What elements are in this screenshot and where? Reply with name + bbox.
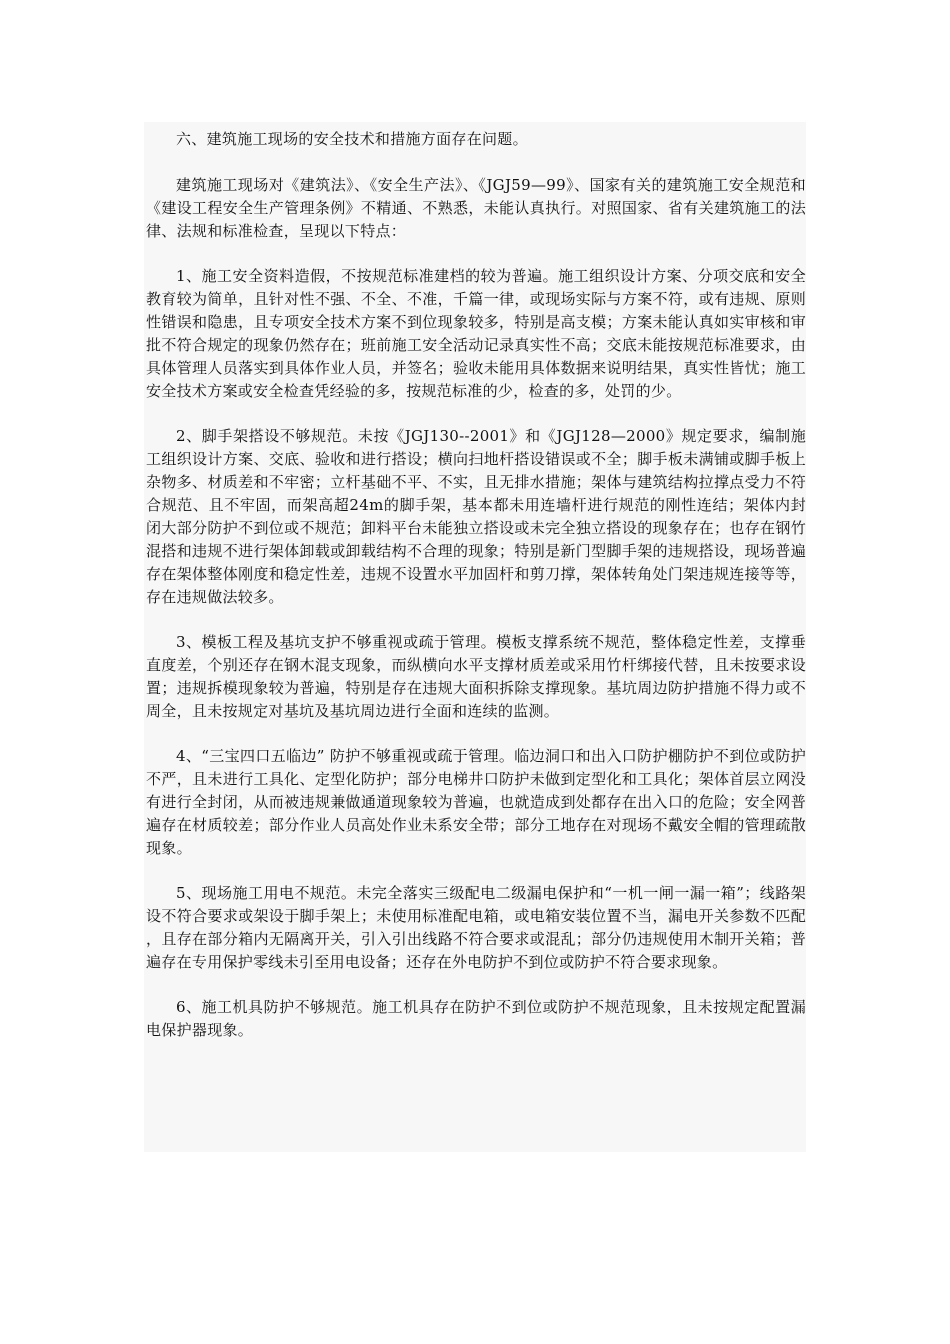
paragraph-item-1: 1、施工安全资料造假，不按规范标准建档的较为普遍。施工组织设计方案、分项交底和安全教育较为简单，且针对性不强、不全、不准，千篇一律，或现场实际与方案不符，或有违规、原则性错误和隐患，且专项安全技术方案不到位现象较多，特别是高支模；方案未能认真如实审核和审批不符合规定的现象仍然存在；班前施工安全活动记录真实性不高；交底未能按规范标准要求，由具体管理人员落实到具体作业人员，并签名；验收未能用具体数据来说明结果，真实性皆忧；施工安全技术方案或安全检查凭经验的多，按规范标准的少，检查的多，处罚的少。 [146, 267, 806, 400]
paragraph-item-2: 2、脚手架搭设不够规范。未按《JGJ130--2001》和《JGJ128—2000》规定要求，编制施工组织设计方案、交底、验收和进行搭设；横向扫地杆搭设错误或不全；脚手板未满铺或脚手板上杂物多、材质差和不牢密；立杆基础不平、不实，且无排水措施；架体与建筑结构拉撑点受力不符合规范、且不牢固，而架高超24m的脚手架，基本都未用连墙杆进行规范的刚性连结；架体内封闭大部分防护不到位或不规范；卸料平台未能独立搭设或未完全独立搭设的现象存在；也存在钢竹混搭和违规不进行架体卸载或卸载结构不合理的现象；特别是新门型脚手架的违规搭设，现场普遍存在架体整体刚度和稳定性差，违规不设置水平加固杆和剪刀撑，架体转角处门架违规连接等等，存在违规做法较多。 [146, 427, 806, 606]
paragraph-intro: 建筑施工现场对《建筑法》、《安全生产法》、《JGJ59—99》、国家有关的建筑施工安全规范和《建设工程安全生产管理条例》不精通、不熟悉，未能认真执行。对照国家、省有关建筑施工的法律、法规和标准检查，呈现以下特点： [146, 176, 806, 240]
document-text-block [144, 122, 806, 1152]
section-heading: 六、建筑施工现场的安全技术和措施方面存在问题。 [176, 130, 528, 148]
paragraph-item-3: 3、模板工程及基坑支护不够重视或疏于管理。模板支撑系统不规范，整体稳定性差，支撑垂直度差，个别还存在钢木混支现象，而纵横向水平支撑材质差或采用竹杆绑接代替，且未按要求设置；违规拆模现象较为普遍，特别是存在违规大面积拆除支撑现象。基坑周边防护措施不得力或不周全，且未按规定对基坑及基坑周边进行全面和连续的监测。 [146, 633, 806, 720]
paragraph-item-4: 4、“三宝四口五临边” 防护不够重视或疏于管理。临边洞口和出入口防护棚防护不到位或防护不严，且未进行工具化、定型化防护；部分电梯井口防护未做到定型化和工具化；架体首层立网没有进行全封闭，从而被违规兼做通道现象较为普遍，也就造成到处都存在出入口的危险；安全网普遍存在材质较差；部分作业人员高处作业未系安全带；部分工地存在对现场不戴安全帽的管理疏散现象。 [146, 747, 806, 857]
paragraph-item-5: 5、现场施工用电不规范。未完全落实三级配电二级漏电保护和“一机一闸一漏一箱”；线路架设不符合要求或架设于脚手架上；未使用标准配电箱，或电箱安装位置不当，漏电开关参数不匹配，且存在部分箱内无隔离开关，引入引出线路不符合要求或混乱；部分仍违规使用木制开关箱；普遍存在专用保护零线未引至用电设备；还存在外电防护不到位或防护不符合要求现象。 [146, 884, 806, 971]
document-body [144, 122, 806, 1042]
paragraph-item-6: 6、施工机具防护不够规范。施工机具存在防护不到位或防护不规范现象，且未按规定配置漏电保护器现象。 [146, 998, 806, 1039]
